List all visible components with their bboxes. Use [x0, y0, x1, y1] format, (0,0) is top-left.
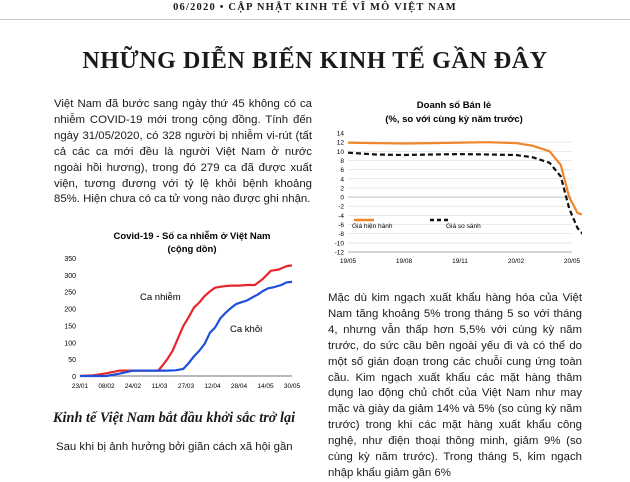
- page-header: 06/2020 • CẬP NHẬT KINH TẾ VĨ MÔ VIỆT NAM: [173, 2, 457, 13]
- covid-chart-subtitle: (cộng dồn): [167, 244, 217, 255]
- export-paragraph: Mặc dù kim ngạch xuất khẩu hàng hóa của Việt Nam tăng khoảng 5% trong tháng 5 so với tháng 4, nhưng vẫn thấp hơn 5,5% với cùng kỳ năm trước, do sức cầu bên ngoài yếu đi và có thể do một số gián đoạn trong các chuỗi cung ứng toàn cầu. Kim ngạch xuất khẩu các mặt hàng thâm dụng lao động chủ chốt của Việt Nam như may mặc và giày da giảm 14% và 5% (so cùng kỳ năm trước) trong khi các mặt hàng xuất khẩu công nghệ, như điện thoại thông minh, giảm 9% (so cùng kỳ năm trước). Trong tháng 5, kim ngạch nhập khẩu giảm gần 6%: [328, 292, 582, 479]
- covid-x-tick: 08/02: [98, 383, 115, 390]
- covid-y-tick: 250: [64, 289, 76, 297]
- retail-y-tick: 0: [340, 194, 344, 202]
- covid-x-tick: 23/01: [71, 383, 89, 390]
- retail-x-tick: 19/11: [452, 258, 468, 265]
- retail-y-tick: 10: [336, 148, 344, 156]
- retail-y-tick: 2: [340, 185, 344, 193]
- covid-y-tick: 150: [64, 323, 76, 331]
- intro-paragraph: Việt Nam đã bước sang ngày thứ 45 không có ca nhiễm COVID-19 mới trong cộng đồng. Tính đến ngày 31/05/2020, có 328 người bị nhiễm vi-rút (tất cả các ca mới đều là người Việt Nam ở nước ngoài hồi hương), trong đó 279 ca đã được xuất viện, tương đương với tỷ lệ khỏi bệnh khoảng 85%. Hiện chưa có ca tử vong nào được ghi nhận.: [54, 98, 312, 206]
- covid-y-tick: 50: [68, 357, 76, 365]
- retail-chart-title: Doanh số Bán lẻ: [416, 100, 492, 111]
- retail-x-tick: 20/02: [507, 258, 525, 265]
- retail-chart-subtitle: (%, so với cùng kỳ năm trước): [385, 114, 523, 125]
- covid-x-tick: 27/03: [177, 383, 195, 390]
- covid-x-tick: 30/05: [283, 383, 301, 390]
- page-title: NHỮNG DIỄN BIẾN KINH TẾ GẦN ĐÂY: [82, 48, 548, 74]
- covid-y-tick: 0: [72, 374, 76, 381]
- legend-label-gia-so-sanh: Giá so sánh: [446, 223, 481, 230]
- header-divider: [0, 19, 630, 20]
- legend-label-gia-hien-hanh: Giá hiện hành: [352, 223, 393, 230]
- retail-x-tick: 19/05: [339, 258, 357, 265]
- covid-y-tick: 350: [64, 256, 76, 263]
- annotation-ca-khoi: Ca khỏi: [230, 324, 263, 335]
- covid-y-tick: 200: [64, 306, 76, 314]
- covid-cases-chart: [54, 228, 316, 400]
- retail-y-tick: 8: [340, 157, 344, 165]
- covid-y-tick: 100: [64, 340, 76, 348]
- retail-x-tick: 20/05: [563, 258, 581, 265]
- section-paragraph: Sau khi bị ảnh hưởng bởi giãn cách xã hội gần: [56, 441, 293, 453]
- covid-chart-title: Covid-19 - Số ca nhiễm ở Việt Nam: [113, 231, 271, 242]
- retail-y-tick: 12: [336, 139, 344, 147]
- covid-x-tick: 24/02: [124, 383, 142, 390]
- covid-x-tick: 28/04: [230, 383, 248, 390]
- retail-y-tick: 4: [340, 176, 344, 184]
- retail-y-tick: -10: [334, 240, 344, 248]
- covid-y-tick: 300: [64, 272, 76, 280]
- covid-x-tick: 12/04: [204, 383, 221, 390]
- retail-y-tick: -2: [338, 203, 344, 211]
- annotation-ca-nhiem: Ca nhiễm: [140, 292, 181, 303]
- retail-y-tick: -4: [338, 212, 344, 220]
- series-line-ca-nhiem: [80, 265, 292, 376]
- section-heading: Kinh tế Việt Nam bắt đầu khởi sắc trở lại: [53, 410, 296, 426]
- retail-x-tick: 19/08: [395, 258, 413, 265]
- retail-y-tick: -6: [338, 222, 344, 230]
- covid-x-tick: 11/03: [151, 383, 168, 390]
- retail-sales-chart: [326, 96, 582, 274]
- retail-y-tick: -8: [338, 231, 344, 239]
- covid-x-tick: 14/05: [257, 383, 274, 390]
- retail-y-tick: 6: [340, 167, 344, 175]
- series-line-gia-hien-hanh: [348, 142, 582, 216]
- retail-y-tick: 14: [336, 130, 344, 138]
- retail-legend: [352, 220, 481, 230]
- retail-y-tick: -12: [334, 249, 344, 257]
